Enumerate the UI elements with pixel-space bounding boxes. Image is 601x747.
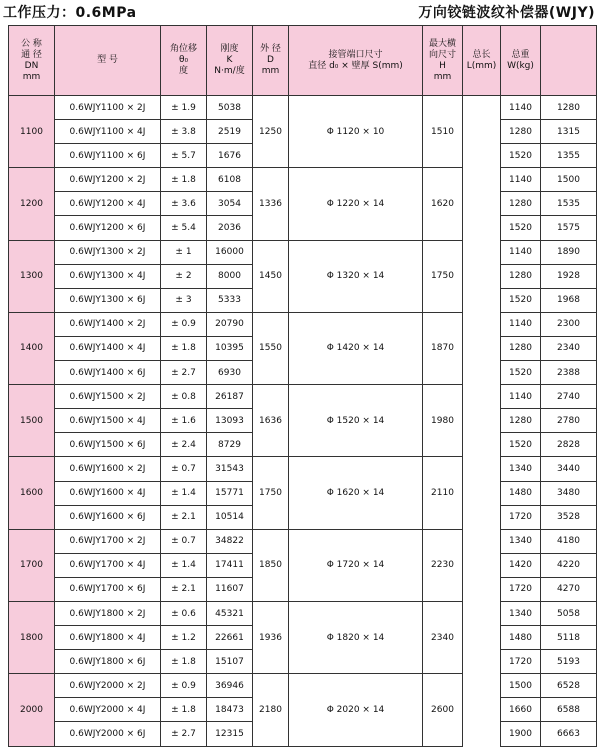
max-size-cell: 1510 — [423, 96, 463, 168]
max-size-cell: 2110 — [423, 457, 463, 529]
angle-cell: ± 0.9 — [161, 312, 207, 336]
model-cell: 0.6WJY1700 × 2J — [55, 529, 161, 553]
model-cell: 0.6WJY1800 × 4J — [55, 626, 161, 650]
weight-cell: 4220 — [541, 553, 597, 577]
outer-diameter-cell: 1336 — [253, 168, 289, 240]
weight-cell: 3480 — [541, 481, 597, 505]
weight-cell: 1928 — [541, 264, 597, 288]
length-cell: 1140 — [501, 168, 541, 192]
angle-cell: ± 1.8 — [161, 168, 207, 192]
angle-cell: ± 1.9 — [161, 96, 207, 120]
stiffness-cell: 13093 — [207, 409, 253, 433]
model-cell: 0.6WJY1300 × 2J — [55, 240, 161, 264]
model-cell: 0.6WJY1800 × 2J — [55, 601, 161, 625]
length-cell: 1660 — [501, 698, 541, 722]
weight-cell: 6528 — [541, 674, 597, 698]
length-cell: 1140 — [501, 312, 541, 336]
length-cell: 1280 — [501, 409, 541, 433]
length-cell: 1500 — [501, 674, 541, 698]
pipe-end-cell: Φ 1520 × 14 — [289, 385, 423, 457]
stiffness-cell: 3054 — [207, 192, 253, 216]
model-cell: 0.6WJY1200 × 2J — [55, 168, 161, 192]
angle-cell: ± 0.9 — [161, 674, 207, 698]
stiffness-cell: 11607 — [207, 577, 253, 601]
length-cell: 1280 — [501, 336, 541, 360]
length-cell: 1140 — [501, 240, 541, 264]
angle-cell: ± 2.1 — [161, 577, 207, 601]
pipe-end-cell: Φ 1620 × 14 — [289, 457, 423, 529]
length-cell: 1520 — [501, 216, 541, 240]
dn-cell: 1100 — [9, 96, 55, 168]
angle-cell: ± 3.6 — [161, 192, 207, 216]
spacer-cell — [463, 529, 501, 601]
weight-cell: 2300 — [541, 312, 597, 336]
length-cell: 1520 — [501, 144, 541, 168]
weight-cell: 3440 — [541, 457, 597, 481]
stiffness-cell: 10514 — [207, 505, 253, 529]
dn-cell: 1700 — [9, 529, 55, 601]
model-cell: 0.6WJY1200 × 6J — [55, 216, 161, 240]
weight-cell: 1890 — [541, 240, 597, 264]
stiffness-cell: 1676 — [207, 144, 253, 168]
table-row — [9, 96, 597, 120]
angle-cell: ± 0.8 — [161, 385, 207, 409]
spec-body — [9, 96, 597, 747]
spacer-cell — [463, 240, 501, 312]
weight-cell: 6663 — [541, 722, 597, 746]
spacer-cell — [463, 96, 501, 168]
model-cell: 0.6WJY1500 × 4J — [55, 409, 161, 433]
angle-cell: ± 2 — [161, 264, 207, 288]
dn-cell: 1800 — [9, 601, 55, 673]
weight-cell: 5193 — [541, 650, 597, 674]
dn-cell: 1300 — [9, 240, 55, 312]
outer-diameter-cell: 1550 — [253, 312, 289, 384]
model-cell: 0.6WJY1700 × 4J — [55, 553, 161, 577]
dn-cell: 2000 — [9, 674, 55, 746]
header-dn: 公 称 通 径 DN mm — [9, 26, 55, 96]
angle-cell: ± 3 — [161, 288, 207, 312]
outer-diameter-cell: 1936 — [253, 601, 289, 673]
table-row — [9, 312, 597, 336]
pipe-end-cell: Φ 1120 × 10 — [289, 96, 423, 168]
stiffness-cell: 16000 — [207, 240, 253, 264]
length-cell: 1280 — [501, 120, 541, 144]
pipe-end-cell: Φ 1720 × 14 — [289, 529, 423, 601]
angle-cell: ± 1.6 — [161, 409, 207, 433]
angle-cell: ± 2.4 — [161, 433, 207, 457]
weight-cell: 2388 — [541, 361, 597, 385]
model-cell: 0.6WJY2000 × 2J — [55, 674, 161, 698]
stiffness-cell: 20790 — [207, 312, 253, 336]
model-cell: 0.6WJY1800 × 6J — [55, 650, 161, 674]
stiffness-cell: 34822 — [207, 529, 253, 553]
table-row — [9, 385, 597, 409]
model-cell: 0.6WJY1400 × 2J — [55, 312, 161, 336]
weight-cell: 2740 — [541, 385, 597, 409]
weight-cell: 1968 — [541, 288, 597, 312]
model-cell: 0.6WJY1700 × 6J — [55, 577, 161, 601]
header-blank — [541, 26, 597, 96]
model-cell: 0.6WJY2000 × 6J — [55, 722, 161, 746]
table-row — [9, 601, 597, 625]
angle-cell: ± 0.6 — [161, 601, 207, 625]
angle-cell: ± 1.8 — [161, 698, 207, 722]
stiffness-cell: 5333 — [207, 288, 253, 312]
stiffness-cell: 15771 — [207, 481, 253, 505]
spacer-cell — [463, 601, 501, 673]
model-cell: 0.6WJY1200 × 4J — [55, 192, 161, 216]
length-cell: 1420 — [501, 553, 541, 577]
weight-cell: 6588 — [541, 698, 597, 722]
angle-cell: ± 5.4 — [161, 216, 207, 240]
outer-diameter-cell: 1850 — [253, 529, 289, 601]
model-cell: 0.6WJY1400 × 6J — [55, 361, 161, 385]
table-row — [9, 674, 597, 698]
weight-cell: 3528 — [541, 505, 597, 529]
weight-cell: 1315 — [541, 120, 597, 144]
stiffness-cell: 2036 — [207, 216, 253, 240]
angle-cell: ± 1.8 — [161, 336, 207, 360]
stiffness-cell: 8000 — [207, 264, 253, 288]
header-row — [9, 26, 597, 96]
header-length: 总长 L(mm) — [463, 26, 501, 96]
model-cell: 0.6WJY1400 × 4J — [55, 336, 161, 360]
stiffness-cell: 12315 — [207, 722, 253, 746]
weight-cell: 5058 — [541, 601, 597, 625]
product-title: 万向铰链波纹补偿器(WJY) — [418, 5, 595, 21]
stiffness-cell: 45321 — [207, 601, 253, 625]
model-cell: 0.6WJY1600 × 6J — [55, 505, 161, 529]
max-size-cell: 2340 — [423, 601, 463, 673]
length-cell: 1480 — [501, 481, 541, 505]
max-size-cell: 1870 — [423, 312, 463, 384]
weight-cell: 1535 — [541, 192, 597, 216]
length-cell: 1280 — [501, 192, 541, 216]
length-cell: 1520 — [501, 288, 541, 312]
table-row — [9, 529, 597, 553]
weight-cell: 1575 — [541, 216, 597, 240]
model-cell: 0.6WJY1600 × 4J — [55, 481, 161, 505]
stiffness-cell: 8729 — [207, 433, 253, 457]
dn-cell: 1500 — [9, 385, 55, 457]
spacer-cell — [463, 385, 501, 457]
spacer-cell — [463, 457, 501, 529]
pipe-end-cell: Φ 1820 × 14 — [289, 601, 423, 673]
pipe-end-cell: Φ 1220 × 14 — [289, 168, 423, 240]
angle-cell: ± 1.4 — [161, 553, 207, 577]
angle-cell: ± 0.7 — [161, 529, 207, 553]
max-size-cell: 1620 — [423, 168, 463, 240]
weight-cell: 2340 — [541, 336, 597, 360]
angle-cell: ± 1 — [161, 240, 207, 264]
outer-diameter-cell: 1250 — [253, 96, 289, 168]
dn-cell: 1600 — [9, 457, 55, 529]
length-cell: 1520 — [501, 433, 541, 457]
table-row — [9, 240, 597, 264]
stiffness-cell: 17411 — [207, 553, 253, 577]
header-angle: 角位移 θ₀ 度 — [161, 26, 207, 96]
table-row — [9, 457, 597, 481]
length-cell: 1340 — [501, 601, 541, 625]
outer-diameter-cell: 1450 — [253, 240, 289, 312]
max-size-cell: 2600 — [423, 674, 463, 746]
dn-cell: 1200 — [9, 168, 55, 240]
model-cell: 0.6WJY1100 × 6J — [55, 144, 161, 168]
weight-cell: 2780 — [541, 409, 597, 433]
header-max-size: 最大横 向尺寸 H mm — [423, 26, 463, 96]
angle-cell: ± 2.1 — [161, 505, 207, 529]
weight-cell: 4270 — [541, 577, 597, 601]
stiffness-cell: 36946 — [207, 674, 253, 698]
angle-cell: ± 0.7 — [161, 457, 207, 481]
title-row — [0, 0, 601, 22]
stiffness-cell: 6108 — [207, 168, 253, 192]
max-size-cell: 1750 — [423, 240, 463, 312]
spec-table — [8, 25, 597, 747]
angle-cell: ± 2.7 — [161, 361, 207, 385]
pipe-end-cell: Φ 1420 × 14 — [289, 312, 423, 384]
length-cell: 1280 — [501, 264, 541, 288]
angle-cell: ± 2.7 — [161, 722, 207, 746]
angle-cell: ± 1.2 — [161, 626, 207, 650]
length-cell: 1140 — [501, 385, 541, 409]
model-cell: 0.6WJY1100 × 2J — [55, 96, 161, 120]
stiffness-cell: 10395 — [207, 336, 253, 360]
header-model: 型 号 — [55, 26, 161, 96]
stiffness-cell: 6930 — [207, 361, 253, 385]
spacer-cell — [463, 168, 501, 240]
spacer-cell — [463, 312, 501, 384]
model-cell: 0.6WJY1500 × 2J — [55, 385, 161, 409]
model-cell: 0.6WJY1600 × 2J — [55, 457, 161, 481]
stiffness-cell: 18473 — [207, 698, 253, 722]
working-pressure-title: 工作压力：0.6MPa — [3, 5, 137, 21]
stiffness-cell: 5038 — [207, 96, 253, 120]
weight-cell: 4180 — [541, 529, 597, 553]
spacer-cell — [463, 674, 501, 746]
weight-cell: 1355 — [541, 144, 597, 168]
angle-cell: ± 1.4 — [161, 481, 207, 505]
length-cell: 1720 — [501, 650, 541, 674]
pipe-end-cell: Φ 1320 × 14 — [289, 240, 423, 312]
weight-cell: 1280 — [541, 96, 597, 120]
model-cell: 0.6WJY1300 × 4J — [55, 264, 161, 288]
length-cell: 1480 — [501, 626, 541, 650]
header-outer-diameter: 外 径 D mm — [253, 26, 289, 96]
length-cell: 1140 — [501, 96, 541, 120]
model-cell: 0.6WJY2000 × 4J — [55, 698, 161, 722]
length-cell: 1720 — [501, 505, 541, 529]
angle-cell: ± 3.8 — [161, 120, 207, 144]
table-row — [9, 168, 597, 192]
model-cell: 0.6WJY1300 × 6J — [55, 288, 161, 312]
weight-cell: 2828 — [541, 433, 597, 457]
length-cell: 1520 — [501, 361, 541, 385]
outer-diameter-cell: 2180 — [253, 674, 289, 746]
weight-cell: 1500 — [541, 168, 597, 192]
model-cell: 0.6WJY1100 × 4J — [55, 120, 161, 144]
stiffness-cell: 22661 — [207, 626, 253, 650]
stiffness-cell: 31543 — [207, 457, 253, 481]
weight-cell: 5118 — [541, 626, 597, 650]
stiffness-cell: 15107 — [207, 650, 253, 674]
header-weight: 总重 W(kg) — [501, 26, 541, 96]
length-cell: 1900 — [501, 722, 541, 746]
outer-diameter-cell: 1750 — [253, 457, 289, 529]
length-cell: 1720 — [501, 577, 541, 601]
length-cell: 1340 — [501, 529, 541, 553]
header-pipe-end: 接管端口尺寸 直径 d₀ × 壁厚 S(mm) — [289, 26, 423, 96]
angle-cell: ± 1.8 — [161, 650, 207, 674]
angle-cell: ± 5.7 — [161, 144, 207, 168]
stiffness-cell: 26187 — [207, 385, 253, 409]
outer-diameter-cell: 1636 — [253, 385, 289, 457]
length-cell: 1340 — [501, 457, 541, 481]
max-size-cell: 1980 — [423, 385, 463, 457]
header-stiffness: 刚度 K N·m/度 — [207, 26, 253, 96]
pipe-end-cell: Φ 2020 × 14 — [289, 674, 423, 746]
dn-cell: 1400 — [9, 312, 55, 384]
stiffness-cell: 2519 — [207, 120, 253, 144]
model-cell: 0.6WJY1500 × 6J — [55, 433, 161, 457]
max-size-cell: 2230 — [423, 529, 463, 601]
